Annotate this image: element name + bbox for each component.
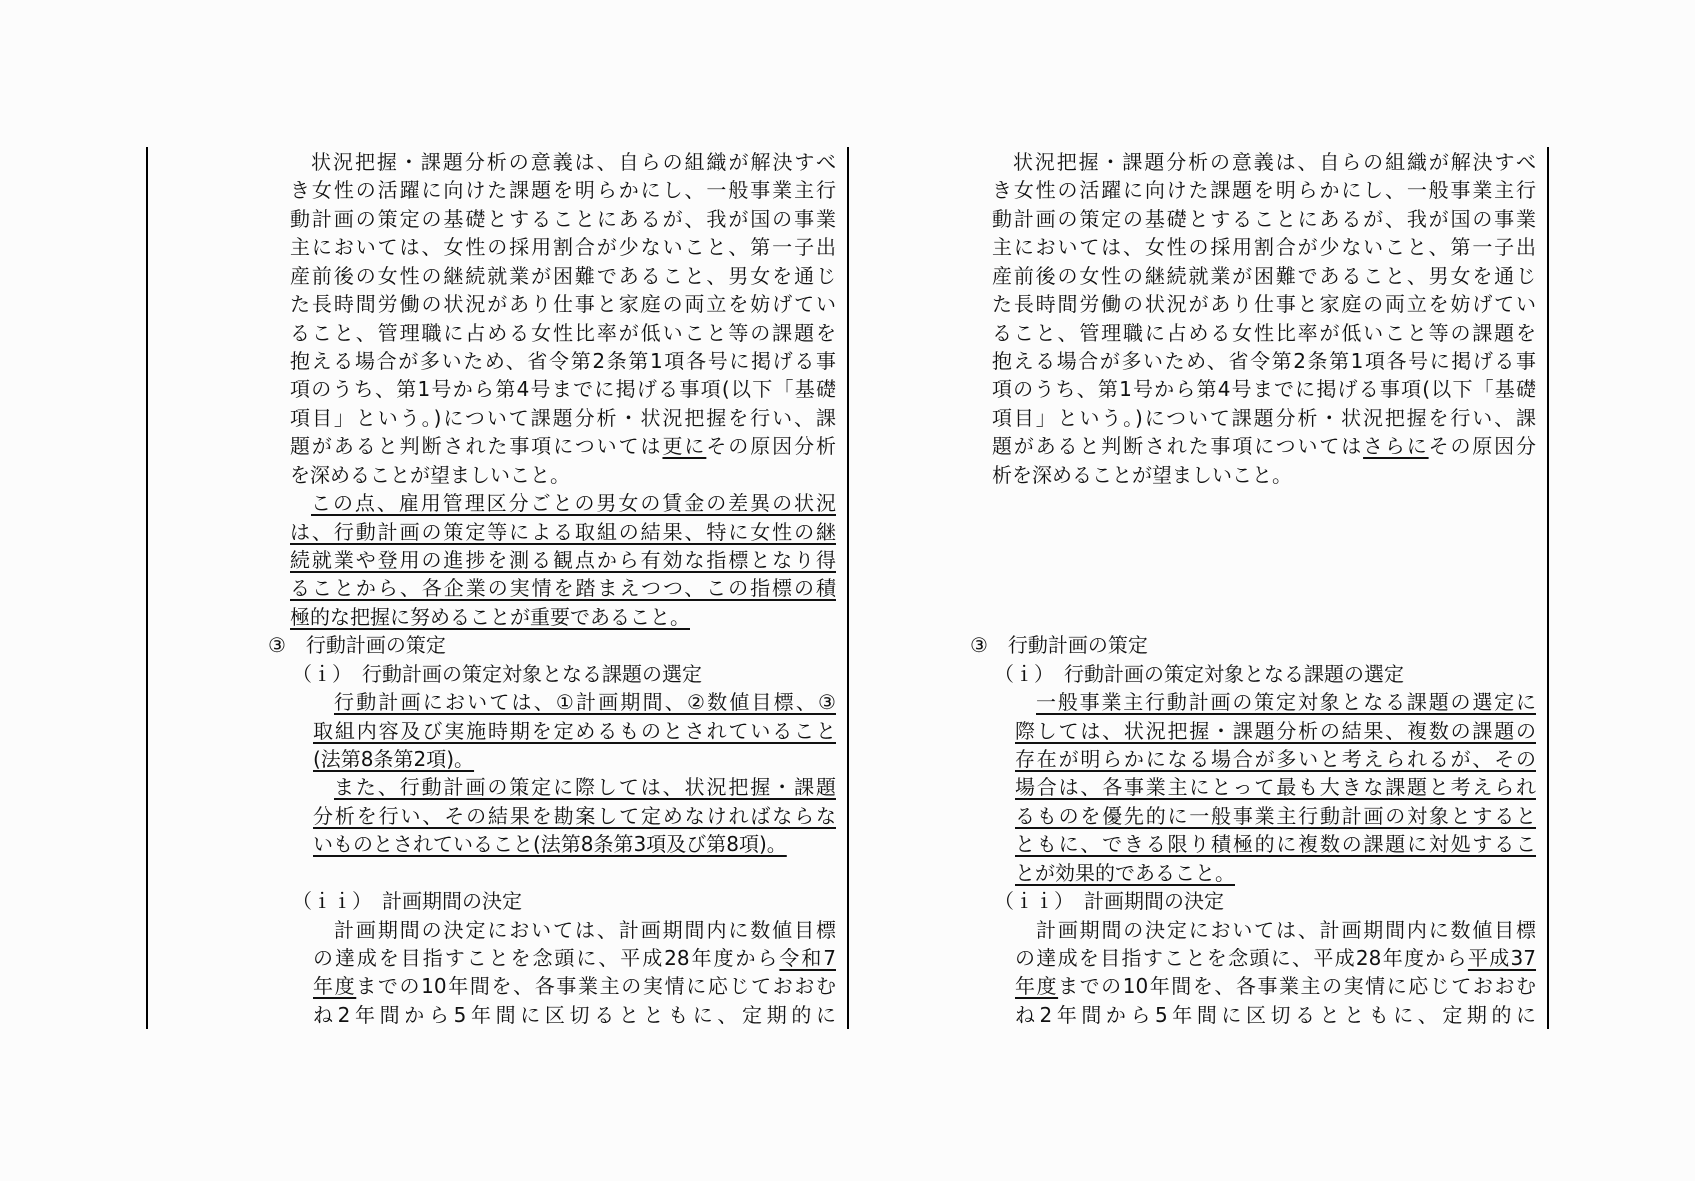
- text-line: [992, 432, 1536, 460]
- underlined-amendment-text: (法第8条第2項)。: [313, 747, 475, 772]
- text-segment: ね2年間から5年間に区切るとともに、定期的に: [313, 1002, 836, 1027]
- text-line: [992, 404, 1536, 432]
- underlined-amendment-text: 年度: [313, 974, 357, 999]
- underlined-amendment-text: 際しては、状況把握・課題分析の結果、複数の課題の: [1015, 718, 1536, 743]
- text-segment: き女性の活躍に向けた課題を明らかにし、一般事業主行: [290, 178, 836, 203]
- underlined-amendment-text: 更に: [662, 434, 707, 459]
- text-line: [290, 176, 836, 204]
- text-line: [1036, 916, 1536, 944]
- underlined-amendment-text: 行動計画においては、①計画期間、②数値目標、③: [334, 690, 836, 715]
- text-segment: ③ 行動計画の策定: [970, 633, 1148, 658]
- text-segment: ね2年間から5年間に区切るとともに、定期的に: [1015, 1002, 1536, 1027]
- underlined-amendment-text: とが効果的であること。: [1015, 860, 1235, 885]
- text-line: [992, 290, 1536, 318]
- text-segment: ること、管理職に占める女性比率が低いこと等の課題を: [290, 320, 836, 345]
- section-heading: [970, 631, 1148, 659]
- underlined-amendment-text: 存在が明らかになる場合が多いと考えられるが、その: [1015, 747, 1536, 772]
- text-segment: 項のうち、第1号から第4号までに掲げる事項(以下「基礎: [992, 377, 1536, 402]
- text-segment: 産前後の女性の継続就業が困難であること、男女を通じ: [992, 263, 1536, 288]
- text-line: [313, 1001, 836, 1029]
- underlined-amendment-text: ともに、できる限り積極的に複数の課題に対処するこ: [1015, 832, 1536, 857]
- text-line: [290, 290, 836, 318]
- text-line: [992, 461, 1292, 489]
- text-line: [313, 745, 474, 773]
- text-line: [1015, 830, 1536, 858]
- text-line: [290, 233, 836, 261]
- text-segment: その原因分析: [706, 434, 837, 459]
- text-line: [992, 319, 1536, 347]
- text-segment: を深めることが望ましいこと。: [290, 462, 570, 487]
- text-line: [992, 205, 1536, 233]
- text-segment: 題があると判断された事項については: [290, 434, 663, 459]
- text-line: [1036, 688, 1536, 716]
- text-line: [290, 432, 836, 460]
- underlined-amendment-text: るものを優先的に一般事業主行動計画の対象とすると: [1015, 803, 1536, 828]
- text-segment: 項のうち、第1号から第4号までに掲げる事項(以下「基礎: [290, 377, 836, 402]
- text-line: [1015, 773, 1536, 801]
- text-line: [290, 461, 570, 489]
- text-line: [290, 205, 836, 233]
- underlined-amendment-text: また、行動計画の策定に際しては、状況把握・課題: [334, 775, 836, 800]
- underlined-amendment-text: 令和7: [779, 946, 836, 971]
- text-segment: 計画期間の決定においては、計画期間内に数値目標: [1036, 917, 1536, 942]
- text-line: [992, 262, 1536, 290]
- text-line: [1015, 1001, 1536, 1029]
- text-segment: 主においては、女性の採用割合が少ないこと、第一子出: [992, 235, 1536, 260]
- text-segment: 計画期間の決定においては、計画期間内に数値目標: [334, 917, 836, 942]
- text-segment: までの10年間を、各事業主の実情に応じておおむ: [1058, 974, 1536, 999]
- text-line: [1015, 802, 1536, 830]
- text-line: [992, 233, 1536, 261]
- text-segment: その原因分: [1428, 434, 1537, 459]
- text-segment: き女性の活躍に向けた課題を明らかにし、一般事業主行: [992, 178, 1536, 203]
- underlined-amendment-text: は、行動計画の策定等による取組の結果、特に女性の継: [290, 519, 836, 544]
- underlined-amendment-text: いものとされていること(法第8条第3項及び第8項)。: [313, 832, 787, 857]
- underlined-amendment-text: 平成37: [1467, 946, 1537, 971]
- text-segment: 動計画の策定の基礎とすることにあるが、我が国の事業: [992, 206, 1536, 231]
- text-line: [1015, 944, 1536, 972]
- subsection-heading: [994, 887, 1224, 915]
- text-line: [1013, 148, 1536, 176]
- underlined-amendment-text: 年度: [1015, 974, 1059, 999]
- subsection-heading: [292, 660, 702, 688]
- text-line: [290, 347, 836, 375]
- underlined-amendment-text: さらに: [1363, 434, 1429, 459]
- text-segment: （ｉｉ） 計画期間の決定: [994, 889, 1224, 914]
- underlined-amendment-text: 分析を行い、その結果を勘案して定めなければならな: [313, 803, 836, 828]
- text-segment: 主においては、女性の採用割合が少ないこと、第一子出: [290, 235, 836, 260]
- text-segment: （ｉ） 行動計画の策定対象となる課題の選定: [994, 661, 1404, 686]
- underlined-amendment-text: 取組内容及び実施時期を定めるものとされていること: [313, 718, 836, 743]
- column-divider-line: [847, 147, 849, 1029]
- text-segment: の達成を目指すことを念頭に、平成28年度から: [1015, 946, 1468, 971]
- text-line: [290, 546, 836, 574]
- text-line: [313, 830, 787, 858]
- text-segment: 題があると判断された事項については: [992, 434, 1364, 459]
- text-segment: 析を深めることが望ましいこと。: [992, 462, 1292, 487]
- text-segment: 動計画の策定の基礎とすることにあるが、我が国の事業: [290, 206, 836, 231]
- text-line: [290, 375, 836, 403]
- text-line: [334, 688, 836, 716]
- text-segment: （ｉｉ） 計画期間の決定: [292, 889, 522, 914]
- text-segment: ること、管理職に占める女性比率が低いこと等の課題を: [992, 320, 1536, 345]
- text-segment: 項目」という。)について課題分析・状況把握を行い、課: [290, 405, 836, 430]
- text-segment: 状況把握・課題分析の意義は、自らの組織が解決すべ: [1013, 150, 1536, 174]
- text-line: [290, 574, 836, 602]
- underlined-amendment-text: ることから、各企業の実情を踏まえつつ、この指標の積: [290, 576, 836, 601]
- underlined-amendment-text: 一般事業主行動計画の策定対象となる課題の選定に: [1036, 690, 1536, 715]
- underlined-amendment-text: 極的な把握に努めることが重要であること。: [290, 604, 690, 629]
- text-segment: 項目」という。)について課題分析・状況把握を行い、課: [992, 405, 1536, 430]
- text-line: [290, 262, 836, 290]
- text-line: [334, 916, 836, 944]
- text-line: [334, 773, 836, 801]
- text-segment: （ｉ） 行動計画の策定対象となる課題の選定: [292, 661, 702, 686]
- text-line: [992, 176, 1536, 204]
- text-line: [992, 375, 1536, 403]
- text-line: [1015, 972, 1536, 1000]
- underlined-amendment-text: この点、雇用管理区分ごとの男女の賃金の差異の状況: [311, 491, 836, 516]
- text-line: [290, 404, 836, 432]
- text-line: [290, 319, 836, 347]
- text-line: [1015, 859, 1235, 887]
- text-line: [313, 944, 836, 972]
- text-segment: ③ 行動計画の策定: [268, 633, 446, 658]
- subsection-heading: [994, 660, 1404, 688]
- underlined-amendment-text: 場合は、各事業主にとって最も大きな課題と考えられ: [1015, 775, 1536, 800]
- text-line: [992, 347, 1536, 375]
- text-segment: 状況把握・課題分析の意義は、自らの組織が解決すべ: [311, 150, 836, 174]
- text-segment: までの10年間を、各事業主の実情に応じておおむ: [356, 974, 836, 999]
- text-line: [313, 802, 836, 830]
- text-segment: た長時間労働の状況があり仕事と家庭の両立を妨げてい: [992, 292, 1536, 317]
- text-line: [290, 518, 836, 546]
- right-border-line: [1547, 147, 1549, 1029]
- text-segment: 抱える場合が多いため、省令第2条第1項各号に掲げる事: [992, 349, 1536, 373]
- text-segment: 抱える場合が多いため、省令第2条第1項各号に掲げる事: [290, 349, 836, 373]
- text-segment: の達成を目指すことを念頭に、平成28年度から: [313, 946, 780, 971]
- underlined-amendment-text: 続就業や登用の進捗を測る観点から有効な指標となり得: [290, 548, 836, 573]
- text-segment: 産前後の女性の継続就業が困難であること、男女を通じ: [290, 263, 836, 288]
- text-line: [311, 489, 836, 517]
- text-line: [313, 717, 836, 745]
- subsection-heading: [292, 887, 522, 915]
- text-line: [290, 603, 690, 631]
- text-line: [1015, 717, 1536, 745]
- text-line: [1015, 745, 1536, 773]
- section-heading: [268, 631, 446, 659]
- text-segment: た長時間労働の状況があり仕事と家庭の両立を妨げてい: [290, 292, 836, 317]
- text-line: [311, 148, 836, 176]
- text-line: [313, 972, 836, 1000]
- left-border-line: [146, 147, 148, 1029]
